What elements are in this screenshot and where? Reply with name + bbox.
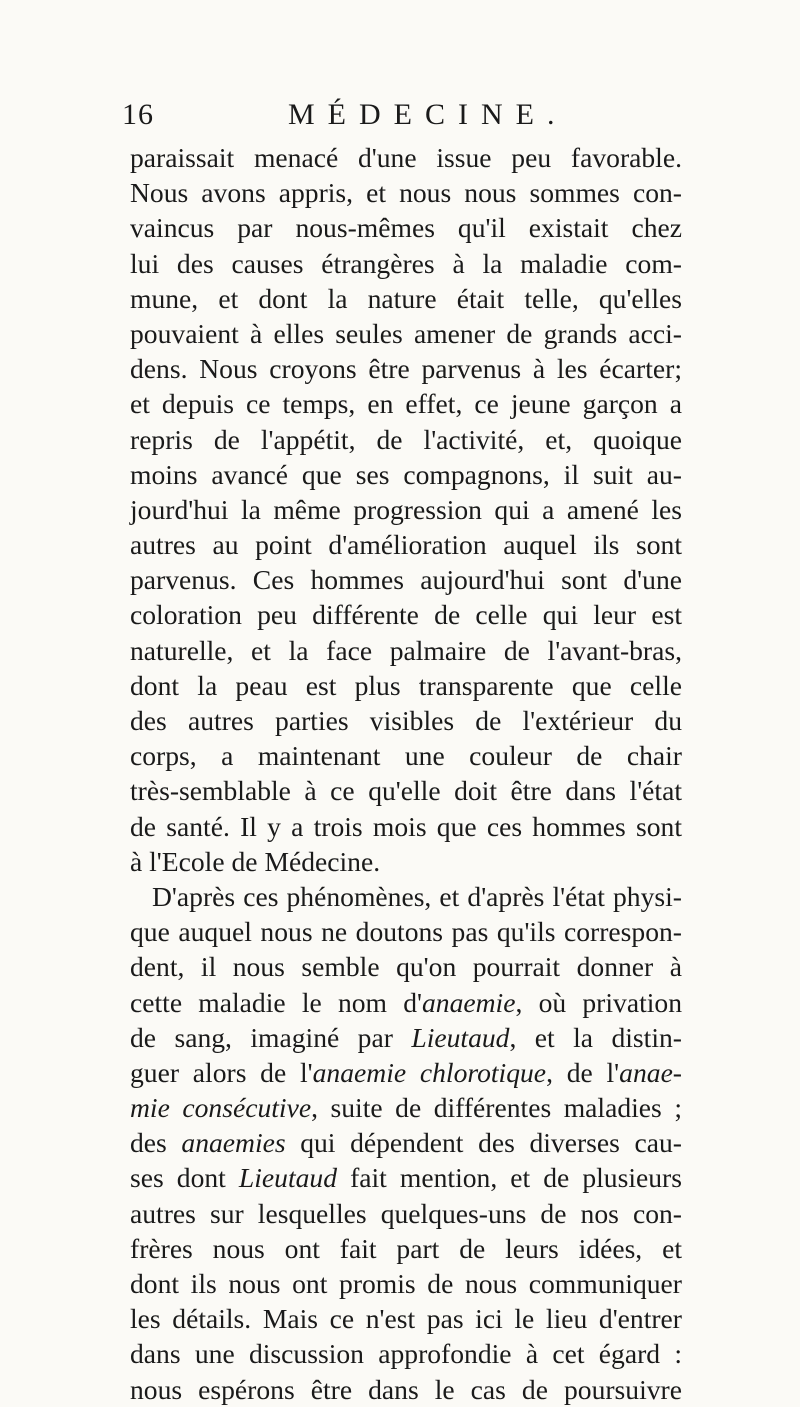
text-segment: , suite de différentes maladies ; — [311, 1092, 682, 1124]
text-segment: qui dépendent des diverses cau- — [285, 1127, 682, 1159]
text-segment: cette maladie le nom d' — [130, 986, 422, 1018]
text-line: jourd'hui la même progression qui a amené les — [130, 493, 682, 525]
text-line — [130, 1125, 682, 1160]
italic-term: anaemies — [181, 1127, 286, 1159]
paragraph-end-line: à l'Ecole de Médecine. — [130, 845, 381, 877]
text-line: moins avancé que ses compagnons, il suit au- — [130, 458, 682, 490]
text-line — [130, 985, 682, 1020]
text-line: Nous avons appris, et nous nous sommes con- — [130, 177, 682, 209]
page-header — [122, 98, 682, 138]
paragraph-start-line: D'après ces phénomènes, et d'après l'état physi- — [152, 880, 682, 912]
text-line: et depuis ce temps, en effet, ce jeune garçon a — [130, 388, 682, 420]
text-segment: ses dont — [130, 1162, 239, 1194]
page-number: 16 — [122, 98, 154, 131]
italic-term: anaemie chlorotique — [312, 1056, 547, 1088]
text-line: lui des causes étrangères à la maladie com- — [130, 247, 682, 279]
text-line: coloration peu différente de celle qui leur est — [130, 599, 682, 631]
text-segment: fait mention, et de plusieurs — [337, 1162, 682, 1194]
text-line: très-semblable à ce qu'elle doit être dans l'état — [130, 775, 682, 807]
text-line: dans une discussion approfondie à cet égard : — [130, 1338, 682, 1370]
body-text — [130, 140, 682, 1407]
text-line: paraissait menacé d'une issue peu favorable. — [130, 142, 682, 173]
text-line: dont la peau est plus transparente que celle — [130, 669, 682, 701]
text-line — [130, 1020, 682, 1055]
italic-term: Lieutaud — [411, 1021, 510, 1053]
text-line — [130, 1160, 682, 1195]
text-segment: guer alors de l' — [130, 1056, 313, 1088]
text-line: de santé. Il y a trois mois que ces hommes sont — [130, 810, 682, 842]
text-line: pouvaient à elles seules amener de grands acci- — [130, 317, 682, 349]
text-segment: de sang, imaginé par — [130, 1021, 412, 1053]
text-line: naturelle, et la face palmaire de l'avant-bras, — [130, 634, 682, 666]
text-segment: , et la distin- — [509, 1021, 682, 1053]
text-line: autres sur lesquelles quelques-uns de nos con- — [130, 1197, 682, 1229]
text-line: dont ils nous ont promis de nous communiquer — [130, 1268, 682, 1299]
text-line: frères nous ont fait part de leurs idées, et — [130, 1232, 682, 1264]
text-line: les détails. Mais ce n'est pas ici le lieu d'entrer — [130, 1303, 682, 1335]
italic-term: mie consécutive — [130, 1092, 312, 1124]
text-segment: , de l' — [546, 1056, 620, 1088]
text-line: des autres parties visibles de l'extérieur du — [130, 705, 682, 736]
text-segment: des — [130, 1127, 182, 1159]
text-line: dens. Nous croyons être parvenus à les écarter; — [130, 353, 682, 385]
italic-term: anaemie — [421, 986, 516, 1018]
text-line: corps, a maintenant une couleur de chair — [130, 740, 682, 772]
text-line: mune, et dont la nature était telle, qu'elles — [130, 282, 682, 314]
italic-term: anae- — [619, 1056, 682, 1088]
text-line: vaincus par nous-mêmes qu'il existait chez — [130, 212, 682, 244]
text-line: nous espérons être dans le cas de poursuivre — [130, 1373, 682, 1405]
italic-term: Lieutaud — [238, 1162, 338, 1194]
text-line: dent, il nous semble qu'on pourrait donner à — [130, 951, 682, 983]
text-line — [130, 1055, 682, 1090]
text-line: que auquel nous ne doutons pas qu'ils correspon- — [130, 916, 682, 948]
text-line — [130, 1090, 682, 1125]
text-line: repris de l'appétit, de l'activité, et, quoique — [130, 423, 682, 455]
text-line: parvenus. Ces hommes aujourd'hui sont d'une — [130, 564, 682, 596]
running-head: MÉDECINE. — [288, 98, 568, 131]
text-line: autres au point d'amélioration auquel ils sont — [130, 529, 682, 561]
text-segment: , où privation — [515, 986, 682, 1018]
